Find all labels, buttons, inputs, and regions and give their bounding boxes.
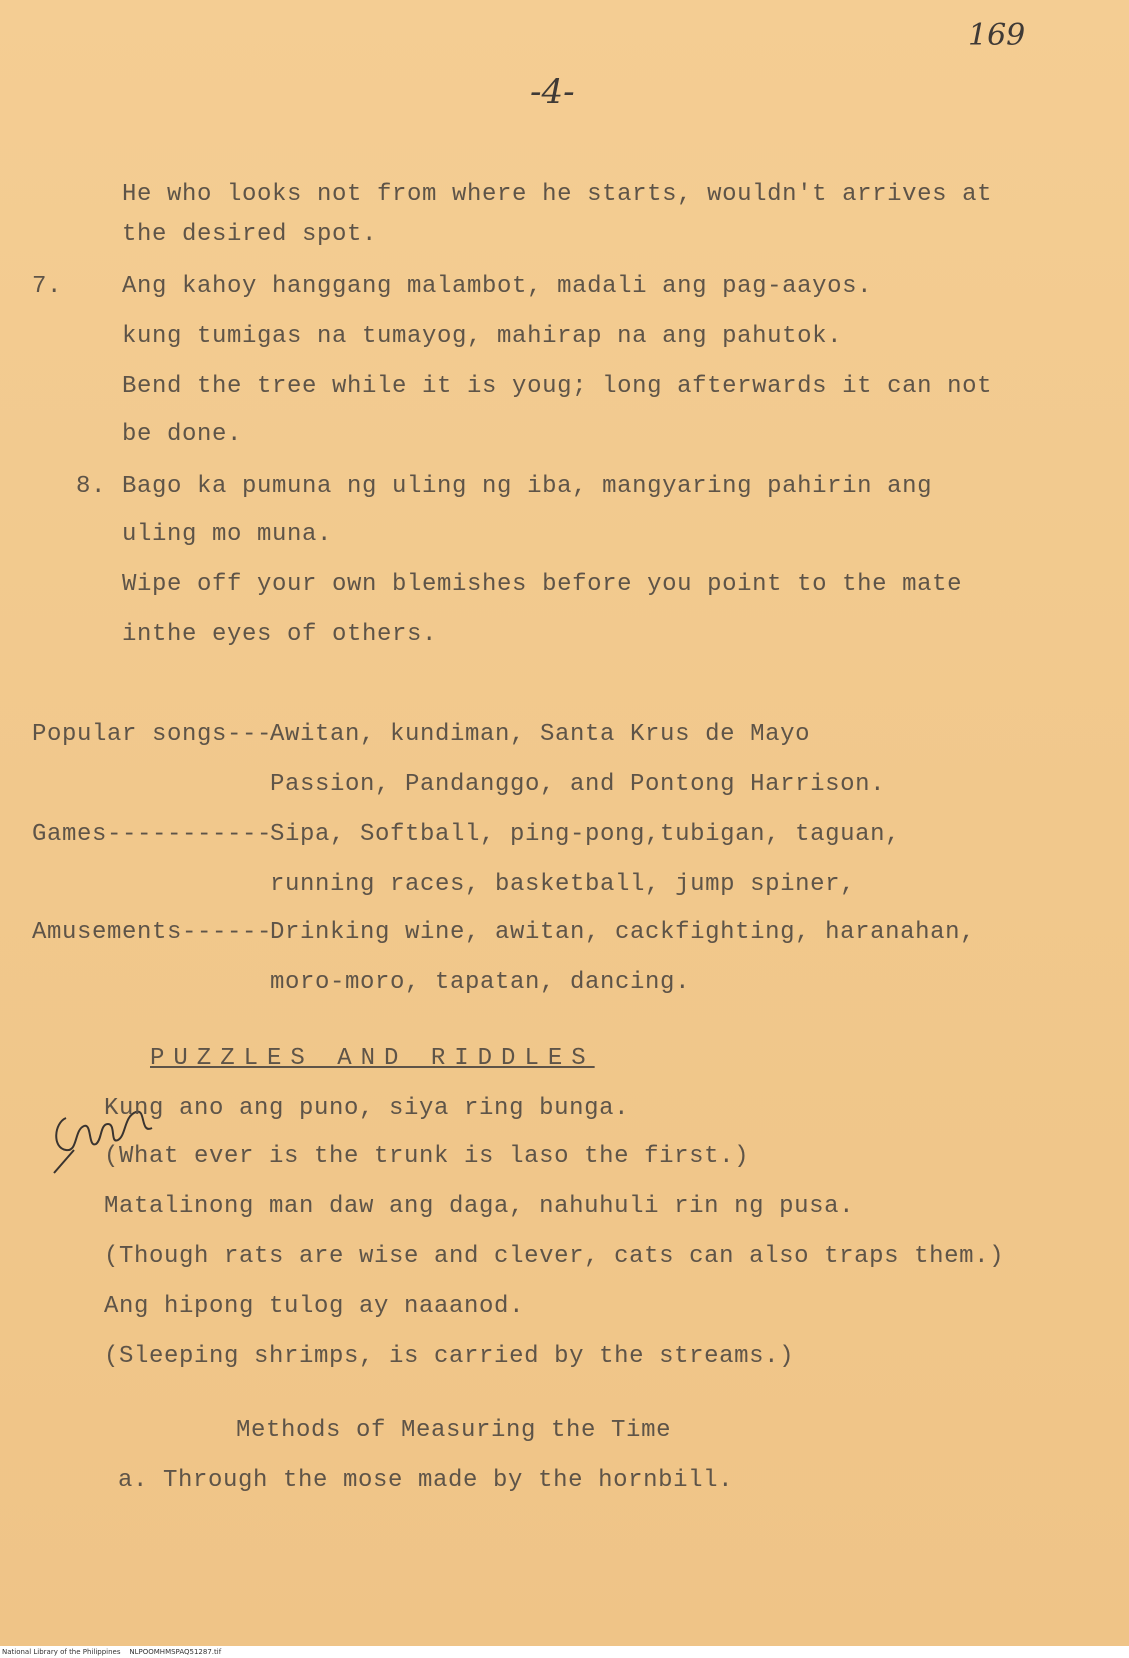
time-heading: Methods of Measuring the Time: [236, 1417, 672, 1444]
proverb-7-tagalog-line-2: kung tumigas na tumayog, mahirap na ang pahutok.: [122, 323, 843, 350]
amusements-line-1: Drinking wine, awitan, cackfighting, haranahan,: [270, 919, 976, 946]
proverb-8-english-line-2: inthe eyes of others.: [122, 621, 438, 648]
proverb-7-english-line-2: be done.: [122, 421, 243, 448]
songs-line-2: Passion, Pandanggo, and Pontong Harrison.: [270, 771, 886, 798]
amusements-label: Amusements------: [32, 919, 273, 946]
proverb-6-english-line-2: the desired spot.: [122, 221, 378, 248]
puzzle-line-6: (Sleeping shrimps, is carried by the streams.): [104, 1343, 795, 1370]
proverb-7-number: 7.: [32, 273, 63, 300]
proverb-7-english-line-1: Bend the tree while it is youg; long afterwards it can not: [122, 373, 993, 400]
proverb-8-tagalog-line-1: Bago ka pumuna ng uling ng iba, mangyaring pahirin ang: [122, 473, 933, 500]
songs-line-1: Awitan, kundiman, Santa Krus de Mayo: [270, 721, 811, 748]
time-item-a: a. Through the mose made by the hornbill.: [118, 1467, 734, 1494]
puzzle-line-4: (Though rats are wise and clever, cats can also traps them.): [104, 1243, 1005, 1270]
songs-label: Popular songs---: [32, 721, 273, 748]
proverb-8-number: 8.: [76, 473, 107, 500]
puzzles-heading: PUZZLES AND RIDDLES: [150, 1045, 595, 1072]
puzzle-line-3: Matalinong man daw ang daga, nahuhuli rin ng pusa.: [104, 1193, 855, 1220]
handwritten-page-number: 169: [968, 18, 1026, 53]
handwritten-note-text: [60, 1050, 64, 1051]
proverb-8-tagalog-line-2: uling mo muna.: [122, 521, 333, 548]
games-line-2: running races, basketball, jump spiner,: [270, 871, 856, 898]
games-line-1: Sipa, Softball, ping-pong,tubigan, taguan,: [270, 821, 901, 848]
puzzle-line-2: (What ever is the trunk is laso the first.): [104, 1143, 750, 1170]
proverb-7-tagalog-line-1: Ang kahoy hanggang malambot, madali ang pag-aayos.: [122, 273, 873, 300]
games-label: Games-----------: [32, 821, 273, 848]
proverb-8-english-line-1: Wipe off your own blemishes before you point to the mate: [122, 571, 963, 598]
puzzle-line-5: Ang hipong tulog ay naaanod.: [104, 1293, 525, 1320]
amusements-line-2: moro-moro, tapatan, dancing.: [270, 969, 691, 996]
scan-footer: National Library of the Philippines NLPOOMHMSPAQ51287.tif: [0, 1646, 1129, 1658]
puzzle-line-1: Kung ano ang puno, siya ring bunga.: [104, 1095, 630, 1122]
page-marker: -4-: [530, 72, 575, 112]
proverb-6-english-line-1: He who looks not from where he starts, wouldn't arrives at: [122, 181, 993, 208]
